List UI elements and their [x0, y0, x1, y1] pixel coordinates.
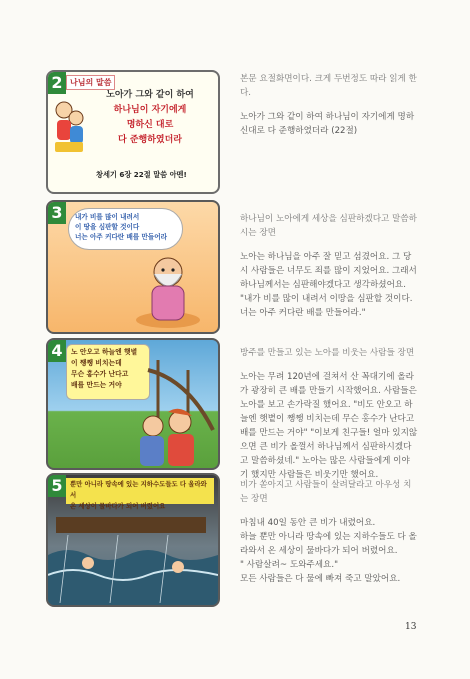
panel-number: 4 [48, 340, 66, 362]
panel-number: 5 [48, 475, 66, 497]
bubble-line: 이 땅을 심판할 것이다 [75, 223, 140, 231]
caption-title: 본문 요절화면이다. 크게 두번정도 따라 읽게 한다. [240, 74, 417, 98]
banner-line: 뿐만 아니라 땅속에 있는 지하수도들도 다 올라와서 [70, 480, 207, 499]
caption-title: 비가 쏟아지고 사람들이 살려달라고 아우성 치는 장면 [240, 480, 412, 504]
caption-title: 하나님이 노아에게 세상을 심판하겠다고 말씀하시는 장면 [240, 214, 417, 238]
scripture-line: 노아가 그와 같이 하여 [106, 90, 194, 100]
flood-scene-icon [48, 475, 218, 605]
caption-panel-2 [240, 72, 418, 148]
panel-god-speaks [46, 200, 220, 334]
caption-panel-5 [240, 478, 418, 586]
caption-body: 노아는 하나님을 아주 잘 믿고 섬겼어요. 그 당시 사람들은 너무도 죄를 많이 지었어요. 그래서 하나님께서는 심판해야겠다고 생각하셨어요. "내가 비를 많이 내려서 이땅을 심판할 것이다. 너는 아주 커다란 배를 만들어라." [240, 252, 417, 318]
bubble-line: 무슨 홍수가 난다고 [71, 370, 129, 378]
caption-body: 모든 사람들은 다 물에 빠져 죽고 말았어요. [240, 574, 401, 584]
scripture-text [88, 88, 212, 148]
scripture-line: 하나님이 자기에게 [113, 105, 187, 115]
caption-panel-4 [240, 346, 418, 492]
bubble-line: 내가 비를 많이 내려서 [75, 213, 140, 221]
panel-flood [46, 473, 220, 607]
caption-panel-3 [240, 212, 418, 330]
panel-scripture [46, 70, 220, 194]
children-illustration-icon [52, 96, 86, 156]
panel-mocking-people [46, 338, 220, 470]
caption-body: 마침내 40일 동안 큰 비가 내렸어요. [240, 518, 376, 528]
ark-construction-icon [48, 340, 218, 468]
caption-body: " 사람살려~ 도와주세요." [240, 560, 339, 570]
scripture-line: 명하신 대로 [126, 120, 174, 130]
bubble-line: 노 안오고 하늘엔 햇볕 [71, 348, 138, 356]
caption-body: 노아가 그와 같이 하여 하나님이 자기에게 명하신대로 다 준행하였더라 (22절) [240, 112, 415, 136]
bubble-line: 이 쨍쨍 비치는데 [71, 359, 122, 367]
bubble-line: 배를 만드는 거야 [71, 381, 122, 389]
scripture-tag: 나님의 말씀 [66, 75, 115, 90]
caption-title: 방주를 만들고 있는 노아를 비웃는 사람들 장면 [240, 348, 415, 358]
page-number: 13 [405, 622, 417, 632]
banner-line: 온 세상이 물바다가 되어 버렸어요 [70, 502, 166, 510]
bubble-line: 너는 아주 커다란 배를 만들어라 [75, 233, 167, 241]
scripture-line: 다 준행하였더라 [118, 135, 182, 145]
scripture-reference: 창세기 6장 22절 말씀 아멘! [96, 170, 187, 179]
caption-body: 하늘 뿐만 아니라 땅속에 있는 지하수들도 다 올라와서 온 세상이 물바다가 되어 버렸어요. [240, 532, 417, 556]
panel-number: 3 [48, 202, 66, 224]
panel-number: 2 [48, 72, 66, 94]
caption-body: 노아는 무려 120년에 걸쳐서 산 꼭대기에 올라가 광장히 큰 배를 만들기 시작했어요. 사람들은 노아를 보고 손가락질 했어요. "비도 안오고 하늘엔 햇볕이 쨍쨍 비치는데 무슨 홍수가 난다고 배를 만드는 거야" "이보게 친구들! 얼마 있지않으면 큰 비가 올껄서 하나님께서 심판하시겠다고 말씀하셨네." 노아는 많은 사람들에게 이야기 했지만 사람들은 비웃기만 했어요. [240, 372, 418, 480]
noah-praying-icon [48, 202, 218, 332]
